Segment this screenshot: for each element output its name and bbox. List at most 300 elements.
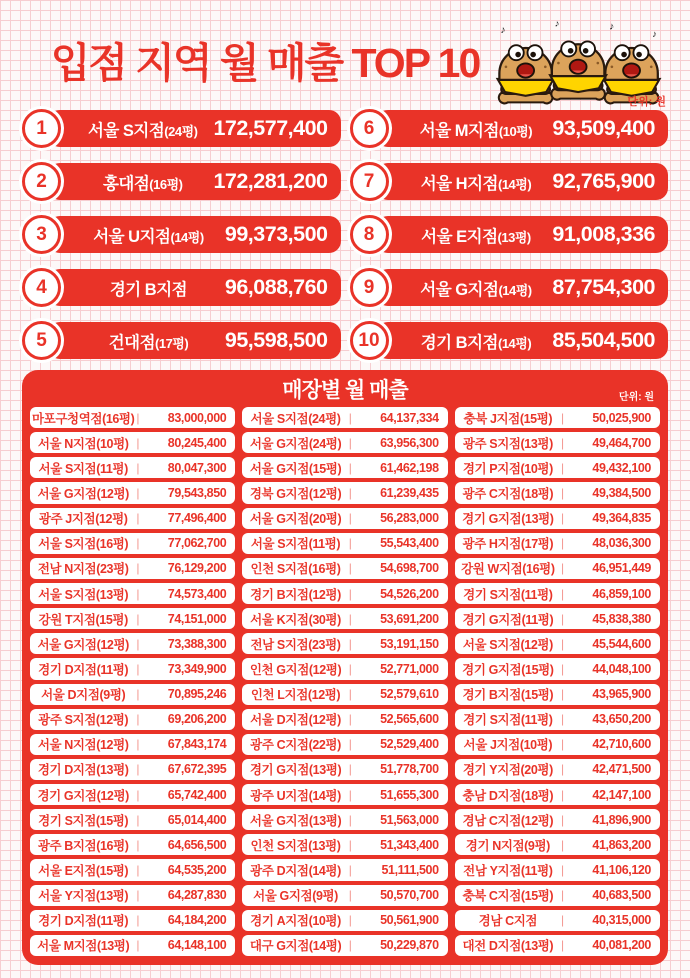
store-chip-name: 경기 S지점(11평) — [463, 587, 553, 602]
store-chip-name: 광주 C지점(22평) — [250, 738, 341, 753]
chip-divider: | — [136, 737, 140, 752]
store-chip — [242, 482, 447, 503]
store-chip — [30, 734, 235, 755]
store-size-label: (24평) — [164, 123, 198, 139]
store-chip-value: 52,771,000 — [380, 661, 439, 676]
rank-row — [350, 269, 669, 306]
store-size-label: (23평) — [96, 562, 129, 577]
chip-divider: | — [348, 536, 352, 551]
store-chip — [455, 482, 660, 503]
store-chip-name: 경기 G지점(12평) — [37, 788, 129, 803]
store-size-label: (12평) — [308, 587, 341, 602]
store-size-label: (20평) — [308, 512, 342, 527]
rank-row — [22, 163, 341, 200]
store-chip — [242, 684, 447, 705]
chip-divider: | — [348, 611, 352, 626]
store-chip — [30, 482, 235, 503]
store-chip — [242, 709, 447, 730]
chip-divider: | — [561, 812, 564, 827]
store-size-label: (12평) — [95, 512, 128, 527]
store-size-label: (11평) — [96, 662, 129, 677]
store-size-label: (14평) — [497, 176, 532, 192]
store-chip — [455, 734, 660, 755]
store-chip-name: 경기 G지점(13평) — [249, 763, 342, 778]
store-chip-value: 41,106,120 — [592, 863, 651, 878]
store-chip-value: 49,464,700 — [592, 435, 651, 450]
store-size-label: (12평) — [96, 486, 129, 501]
store-chip — [455, 658, 660, 679]
store-chip-name: 서울 E지점(15평) — [38, 864, 129, 879]
store-chip-value: 42,710,600 — [592, 737, 651, 752]
chip-divider: | — [561, 737, 564, 752]
store-chip-name: 경기 G지점(15평) — [462, 662, 554, 677]
store-chip-value: 52,565,600 — [380, 712, 439, 727]
store-size-label: (12평) — [308, 486, 342, 501]
chip-divider: | — [348, 435, 352, 450]
chip-divider: | — [561, 410, 564, 425]
chip-divider: | — [136, 561, 140, 576]
store-chip-name: 충북 J지점(15평) — [463, 411, 553, 426]
store-chip — [30, 859, 235, 880]
chip-divider: | — [561, 511, 564, 526]
store-chip-value: 51,343,400 — [380, 837, 439, 852]
store-chip-value: 65,742,400 — [167, 787, 227, 802]
store-chip-name: 경기 P지점(10평) — [462, 461, 553, 476]
store-chip — [30, 684, 235, 705]
store-chip-value: 61,239,435 — [380, 485, 439, 500]
store-size-label: (12평) — [308, 713, 341, 728]
store-chip-name: 마포구청역점(16평) — [32, 411, 135, 426]
store-chip-value: 52,579,610 — [380, 687, 439, 702]
rank-badge: 9 — [350, 268, 389, 307]
chip-divider: | — [348, 888, 352, 903]
chip-divider: | — [348, 812, 352, 827]
store-chip — [30, 910, 235, 931]
store-chip-value: 76,129,200 — [167, 561, 227, 576]
chip-divider: | — [348, 687, 352, 702]
store-chip — [455, 457, 660, 478]
chip-divider: | — [561, 586, 564, 601]
store-chip — [242, 583, 447, 604]
store-chip-value: 73,349,900 — [167, 661, 227, 676]
chip-divider: | — [561, 712, 564, 727]
store-chip-value: 64,535,200 — [167, 863, 227, 878]
rank-store-name: 서울 S지점(24평) — [87, 121, 198, 140]
store-chip — [242, 533, 447, 554]
store-chip — [455, 709, 660, 730]
rank-bar — [376, 163, 669, 200]
store-chip — [455, 684, 660, 705]
store-chip-value: 51,778,700 — [380, 762, 439, 777]
chip-divider: | — [348, 636, 352, 651]
store-size-label: (9평) — [312, 889, 338, 904]
store-chip-value: 46,859,100 — [592, 586, 651, 601]
store-chip-value: 55,543,400 — [380, 536, 439, 551]
store-size-label: (13평) — [95, 587, 129, 602]
chip-divider: | — [136, 485, 140, 500]
store-size-label: (14평) — [308, 788, 341, 803]
store-chip-name: 경기 B지점(15평) — [462, 688, 554, 703]
chip-divider: | — [136, 536, 140, 551]
store-chip-value: 74,151,000 — [167, 611, 227, 626]
store-chip-name: 서울 J지점(10평) — [463, 738, 553, 753]
store-chip-value: 53,191,150 — [380, 636, 439, 651]
store-chip — [455, 508, 660, 529]
chip-divider: | — [136, 787, 140, 802]
rank-store-value: 91,008,336 — [552, 222, 655, 246]
store-size-label: (10평) — [308, 914, 341, 929]
rank-badge: 4 — [22, 268, 61, 307]
store-size-label: (15평) — [95, 612, 128, 627]
rank-row — [350, 110, 669, 147]
store-chip — [242, 784, 447, 805]
store-chip-name: 서울 M지점(13평) — [37, 939, 130, 954]
chip-divider: | — [561, 787, 564, 802]
store-chip — [30, 407, 235, 428]
rank-store-name: 서울 U지점(14평) — [93, 227, 204, 246]
store-chip-value: 50,561,900 — [380, 913, 439, 928]
store-chip-value: 77,496,400 — [167, 511, 227, 526]
store-chip-name: 서울 Y지점(13평) — [38, 889, 129, 904]
store-chip — [30, 608, 235, 629]
store-chip-name: 전남 N지점(23평) — [37, 562, 129, 577]
chip-divider: | — [561, 561, 564, 576]
store-size-label: (16평) — [102, 411, 135, 426]
store-chip — [242, 809, 447, 830]
store-size-label: (15평) — [95, 813, 129, 828]
store-chip-value: 50,229,870 — [380, 938, 439, 953]
store-size-label: (13평) — [96, 763, 129, 778]
store-chip-value: 46,951,449 — [592, 561, 651, 576]
store-chip-value: 61,462,198 — [380, 460, 439, 475]
chip-divider: | — [348, 762, 352, 777]
rank-row — [22, 216, 341, 253]
store-chip-value: 67,843,174 — [167, 737, 227, 752]
chip-divider: | — [136, 913, 140, 928]
rank-bar — [48, 110, 341, 147]
rank-bar — [48, 216, 341, 253]
store-size-label: (24평) — [308, 411, 341, 426]
store-chip-value: 63,956,300 — [380, 435, 439, 450]
store-chip-name: 광주 H지점(17평) — [462, 537, 554, 552]
store-chip — [30, 658, 235, 679]
store-size-label: (16평) — [522, 562, 555, 577]
chip-divider: | — [136, 460, 140, 475]
store-chip-value: 42,471,500 — [592, 762, 651, 777]
rank-badge: 8 — [350, 215, 389, 254]
top10-ranking — [22, 110, 668, 359]
rank-store-name: 홍대점(16평) — [102, 174, 183, 193]
store-size-label: (11평) — [520, 713, 553, 728]
store-chip-name: 서울 S지점(11평) — [250, 537, 341, 552]
store-size-label: (11평) — [520, 587, 553, 602]
store-chip — [455, 885, 660, 906]
store-chip — [30, 583, 235, 604]
chip-divider: | — [561, 762, 564, 777]
store-chip-value: 77,062,700 — [167, 536, 227, 551]
store-chip-value: 52,529,400 — [380, 737, 439, 752]
store-chip-value: 40,315,000 — [592, 913, 651, 928]
chip-divider: | — [136, 687, 140, 702]
page-title: 입점 지역 월 매출 TOP 10 — [50, 40, 480, 86]
rank-bar — [376, 322, 669, 359]
store-chip-name: 서울 G지점(24평) — [249, 436, 342, 451]
store-chip — [242, 759, 447, 780]
store-size-label: (18평) — [520, 486, 554, 501]
store-table-grid — [30, 407, 660, 956]
store-chip-name: 서울 G지점(12평) — [37, 637, 129, 652]
rank-store-value: 96,088,760 — [224, 275, 328, 299]
store-chip-value: 41,896,900 — [592, 812, 651, 827]
store-chip-name: 광주 S지점(13평) — [462, 436, 553, 451]
store-chip — [455, 834, 660, 855]
store-chip-value: 50,570,700 — [380, 888, 439, 903]
rank-store-name: 서울 H지점(14평) — [420, 174, 532, 193]
store-chip-name: 경남 C지점 — [478, 914, 538, 929]
store-size-label: (14평) — [498, 282, 532, 298]
store-chip-name: 경기 N지점(9평) — [465, 838, 550, 853]
rank-store-name: 경기 B지점 — [109, 280, 188, 299]
music-note-icon: ♪ — [554, 18, 560, 29]
store-chip — [30, 508, 235, 529]
store-size-label: (13평) — [95, 889, 129, 904]
store-chip-name: 서울 S지점(24평) — [250, 411, 341, 426]
unit-label: 단위: 원 — [627, 96, 666, 108]
store-size-label: (12평) — [96, 637, 129, 652]
store-chip-value: 80,047,300 — [167, 460, 227, 475]
store-sales-table — [22, 370, 668, 965]
store-chip-name: 서울 G지점(13평) — [249, 813, 342, 828]
store-chip-name: 경기 A지점(10평) — [250, 914, 341, 929]
store-size-label: (12평) — [96, 738, 129, 753]
store-size-label: (12평) — [520, 637, 553, 652]
store-size-label: (10평) — [498, 123, 533, 139]
store-chip-value: 83,000,000 — [167, 410, 227, 425]
chip-divider: | — [136, 863, 140, 878]
store-chip — [455, 533, 660, 554]
store-chip-name: 서울 D지점(12평) — [250, 713, 341, 728]
store-chip-name: 전남 Y지점(11평) — [463, 864, 553, 879]
music-note-icon: ♪ — [500, 25, 506, 36]
rank-badge: 3 — [22, 215, 61, 254]
rank-store-value: 93,509,400 — [552, 116, 655, 140]
chip-divider: | — [136, 636, 140, 651]
store-chip — [455, 809, 660, 830]
store-chip-name: 경기 D지점(13평) — [37, 763, 129, 778]
store-size-label: (15평) — [95, 864, 129, 879]
store-size-label: (12평) — [307, 688, 341, 703]
store-chip-name: 광주 U지점(14평) — [250, 788, 341, 803]
store-chip-name: 경기 G지점(11평) — [462, 612, 554, 627]
store-chip-value: 74,573,400 — [167, 586, 227, 601]
chip-divider: | — [136, 611, 140, 626]
rank-row — [350, 216, 669, 253]
store-chip — [455, 910, 660, 931]
table-header — [30, 375, 660, 407]
store-size-label: (13평) — [308, 763, 342, 778]
chip-divider: | — [136, 837, 140, 852]
store-chip — [30, 533, 235, 554]
chip-divider: | — [136, 661, 140, 676]
rank-bar — [376, 216, 669, 253]
store-chip-name: 경기 Y지점(20평) — [462, 763, 553, 778]
store-size-label: (14평) — [308, 864, 341, 879]
store-size-label: (14평) — [497, 335, 532, 351]
rank-bar — [48, 163, 341, 200]
store-chip-name: 경북 G지점(12평) — [249, 486, 342, 501]
chip-divider: | — [561, 687, 564, 702]
store-size-label: (15평) — [520, 889, 554, 904]
store-size-label: (23평) — [308, 637, 341, 652]
chip-divider: | — [561, 913, 564, 928]
store-chip — [242, 407, 447, 428]
store-chip-name: 광주 B지점(16평) — [37, 838, 129, 853]
chip-divider: | — [348, 485, 352, 500]
store-chip-name: 인천 S지점(13평) — [250, 838, 341, 853]
store-size-label: (12평) — [95, 713, 129, 728]
chip-divider: | — [348, 913, 352, 928]
rank-row — [22, 322, 341, 359]
store-chip-name: 충남 D지점(18평) — [462, 788, 554, 803]
rank-store-name: 경기 B지점(14평) — [420, 333, 532, 352]
store-size-label: (13평) — [520, 436, 553, 451]
store-chip — [455, 407, 660, 428]
chip-divider: | — [136, 888, 140, 903]
chip-divider: | — [348, 837, 352, 852]
chip-divider: | — [136, 938, 140, 953]
store-chip — [242, 935, 447, 956]
store-chip-value: 64,148,100 — [167, 938, 227, 953]
store-chip-name: 서울 N지점(10평) — [37, 436, 129, 451]
chip-divider: | — [561, 536, 564, 551]
rank-bar — [48, 269, 341, 306]
chip-divider: | — [561, 888, 564, 903]
store-chip-name: 경기 S지점(11평) — [463, 713, 553, 728]
store-chip — [30, 432, 235, 453]
store-chip — [455, 633, 660, 654]
chip-divider: | — [561, 837, 564, 852]
chip-divider: | — [348, 511, 352, 526]
store-chip-name: 광주 S지점(12평) — [38, 713, 129, 728]
rank-row — [350, 322, 669, 359]
store-chip-value: 64,184,200 — [167, 913, 227, 928]
store-chip-name: 인천 S지점(16평) — [250, 562, 341, 577]
store-chip — [455, 558, 660, 579]
store-chip-name: 경기 D지점(11평) — [38, 662, 129, 677]
store-chip-name: 경남 C지점(12평) — [462, 813, 554, 828]
store-chip-name: 강원 T지점(15평) — [38, 612, 128, 627]
store-size-label: (22평) — [308, 738, 341, 753]
store-size-label: (17평) — [520, 537, 554, 552]
rank-store-value: 92,765,900 — [552, 169, 655, 193]
store-chip — [455, 608, 660, 629]
chip-divider: | — [348, 586, 352, 601]
store-chip — [30, 809, 235, 830]
store-chip-value: 45,838,380 — [592, 611, 651, 626]
chip-divider: | — [348, 863, 352, 878]
store-chip-value: 51,655,300 — [380, 787, 439, 802]
rank-store-value: 172,281,200 — [213, 169, 328, 193]
store-chip — [242, 885, 447, 906]
store-chip-name: 전남 S지점(23평) — [250, 637, 341, 652]
store-chip-value: 54,526,200 — [380, 586, 439, 601]
rank-store-value: 95,598,500 — [224, 328, 328, 352]
rank-store-value: 85,504,500 — [552, 328, 655, 352]
store-chip — [30, 558, 235, 579]
header — [22, 0, 668, 108]
store-chip-name: 대전 D지점(13평) — [462, 939, 554, 954]
store-chip — [242, 558, 447, 579]
store-chip-value: 43,650,200 — [592, 712, 651, 727]
store-chip — [455, 859, 660, 880]
table-title: 매장별 월 매출 — [282, 379, 408, 402]
store-chip-name: 경기 S지점(15평) — [38, 813, 129, 828]
store-chip-value: 64,656,500 — [167, 837, 227, 852]
chip-divider: | — [561, 611, 564, 626]
store-chip — [455, 784, 660, 805]
store-size-label: (12평) — [96, 788, 129, 803]
store-size-label: (14평) — [308, 939, 342, 954]
store-size-label: (14평) — [170, 229, 204, 245]
store-chip — [242, 834, 447, 855]
store-size-label: (15평) — [521, 662, 554, 677]
store-size-label: (11평) — [96, 461, 128, 476]
store-size-label: (16평) — [95, 537, 129, 552]
store-size-label: (9평) — [524, 838, 550, 853]
chip-divider: | — [348, 938, 352, 953]
chip-divider: | — [136, 435, 140, 450]
store-chip-value: 42,147,100 — [592, 787, 651, 802]
store-chip-name: 서울 S지점(12평) — [462, 637, 553, 652]
store-chip — [30, 885, 235, 906]
chip-divider: | — [561, 661, 564, 676]
store-chip-name: 충북 C지점(15평) — [462, 889, 554, 904]
store-size-label: (16평) — [149, 176, 183, 192]
store-chip-value: 50,025,900 — [592, 410, 651, 425]
store-size-label: (10평) — [96, 436, 129, 451]
store-chip — [242, 432, 447, 453]
store-size-label: (12평) — [520, 813, 554, 828]
store-chip-value: 54,698,700 — [380, 561, 439, 576]
store-chip — [455, 935, 660, 956]
store-size-label: (30평) — [308, 612, 341, 627]
store-chip-name: 서울 G지점(15평) — [249, 461, 342, 476]
store-chip — [242, 658, 447, 679]
store-chip — [30, 935, 235, 956]
rank-store-value: 172,577,400 — [213, 116, 328, 140]
rank-store-value: 99,373,500 — [224, 222, 328, 246]
chip-divider: | — [136, 410, 140, 425]
store-chip-value: 53,691,200 — [380, 611, 439, 626]
chip-divider: | — [348, 787, 352, 802]
music-note-icon: ♪ — [652, 28, 657, 39]
rank-bar — [376, 110, 669, 147]
rank-row — [22, 269, 341, 306]
chip-divider: | — [561, 636, 564, 651]
store-size-label: (13평) — [497, 229, 531, 245]
store-chip-value: 67,672,395 — [167, 762, 227, 777]
store-chip — [242, 734, 447, 755]
store-size-label: (11평) — [520, 864, 553, 879]
store-size-label: (13평) — [96, 939, 130, 954]
store-chip — [242, 910, 447, 931]
store-chip-name: 서울 G지점(12평) — [37, 486, 129, 501]
store-chip-value: 40,683,500 — [592, 888, 651, 903]
store-chip-name: 경기 D지점(11평) — [38, 914, 129, 929]
store-chip — [30, 457, 235, 478]
store-size-label: (13평) — [520, 939, 554, 954]
store-chip-name: 대구 G지점(14평) — [249, 939, 342, 954]
